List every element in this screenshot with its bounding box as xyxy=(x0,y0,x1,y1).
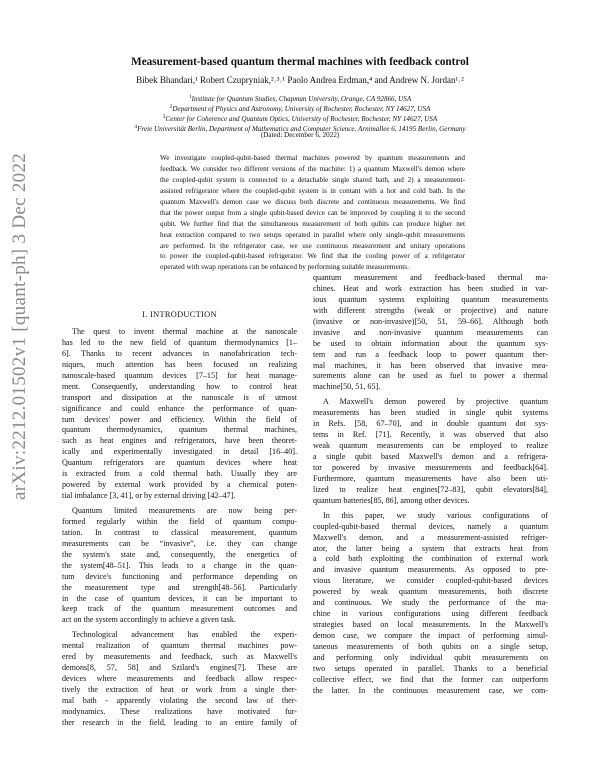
body-line: A Maxwell's demon powered by projective quantum xyxy=(323,397,548,407)
body-line: (invasive or non-invasive)[50, 51, 59–66]. Although both xyxy=(313,316,548,326)
body-line: ther research in the field, leading to an entire family of xyxy=(62,717,297,727)
body-line: ator, the latter being a system that extracts heat from xyxy=(313,543,548,553)
body-line: tively the extraction of heat or work from a single ther- xyxy=(62,685,297,694)
body-line: and invasive quantum measurements. As opposed to pre- xyxy=(313,565,548,575)
body-line: the latter. In the continuous measurement case, we com- xyxy=(313,685,548,695)
paper-title: Measurement-based quantum thermal machines with feedback control xyxy=(131,56,469,68)
body-line: powered by external work provided by a chemical poten- xyxy=(62,480,297,490)
body-line: quantum measurement and feedback-based thermal ma- xyxy=(313,273,548,282)
body-line: tation. In contrast to classical measurement, quantum xyxy=(62,527,297,537)
abstract-line: that the power output from a single qubit-based device can be improved by coupling it to the second xyxy=(160,208,465,217)
body-line: measurements can be “invasive”, i.e. they can change xyxy=(62,538,297,548)
body-line: lized to realize heat engines[72–83], qubit elevators[84], xyxy=(313,484,548,494)
body-line: chine in various configurations using different feedback xyxy=(313,609,548,619)
body-paragraph xyxy=(62,506,297,626)
body-line: niques, much attention has been focused on realizing xyxy=(62,359,297,369)
body-line: the system's state and, consequently, the energetics of xyxy=(62,549,297,559)
body-line: In this paper, we study various configurations of xyxy=(323,510,548,520)
body-line: quantum batteries[85, 86], among other devices. xyxy=(313,495,470,505)
affiliation-number: 1 xyxy=(188,94,192,100)
affiliation-text: Freie Universität Berlin, Department of Mathematics and Computer Science, Arnimallee 6, 14195 Berlin, Germany xyxy=(137,125,466,133)
body-line: devices where measurements and feedback allow respec- xyxy=(62,674,297,684)
body-line: Quantum refrigerators are quantum devices where heat xyxy=(62,458,297,468)
body-line: 6]. Thanks to recent advances in nanofabrication tech- xyxy=(62,348,297,358)
body-line: tem and run a feedback loop to power quantum ther- xyxy=(313,349,548,359)
body-line: The quest to invent thermal machine at the nanoscale xyxy=(72,327,297,336)
affiliation-number: 4 xyxy=(134,124,138,130)
body-line: ious quantum systems exploiting quantum measurements xyxy=(313,294,548,304)
body-paragraph xyxy=(313,511,548,697)
body-line: two setups operated in parallel. Thanks to a beneficial xyxy=(313,663,548,673)
body-line: collective effect, we find that the former can outperform xyxy=(313,674,548,684)
body-paragraph xyxy=(62,630,297,728)
body-line: surements alone can be used as fuel to power a thermal xyxy=(313,371,548,381)
author-list: Bibek Bhandari,¹ Robert Czupryniak,²˒³˒¹ Paolo Andrea Erdman,⁴ and Andrew N. Jordan¹˒² xyxy=(136,75,464,85)
body-line: the system[48–51]. This leads to a change in the quan- xyxy=(62,560,297,570)
body-line: mal machines, it has been observed that invasive mea- xyxy=(313,360,548,370)
body-line: act on the system accordingly to achieve a given task. xyxy=(62,615,236,625)
body-line: a single qubit based Maxwell's demon and a refrigera- xyxy=(313,452,548,461)
body-line: and continuous. We study the performance of the ma- xyxy=(313,598,548,608)
body-line: has led to the new field of quantum thermodynamics [1– xyxy=(62,337,297,347)
abstract-line: quantum Maxwell's demon case we discuss both discrete and continuous measurements. We find xyxy=(160,197,465,206)
abstract-line: the coupled-qubit system is connected to a detachable single shared bath, and 2) a measurement- xyxy=(160,175,465,184)
left-column xyxy=(62,327,297,729)
body-line: nanoscale-based quantum devices [7–15] for heat manage- xyxy=(62,370,297,380)
body-line: mal bath - apparently violating the second law of ther- xyxy=(62,695,297,705)
body-line: ically and experimentally investigated in detail [16–40]. xyxy=(62,447,297,457)
body-line: tial imbalance [3, 41], or by external driving [42–47]. xyxy=(62,491,236,501)
body-line: measurements has been studied in single qubit systems xyxy=(313,408,548,418)
abstract-line: are performed. In the refrigerator case, we use continuous measurement and unitary operations xyxy=(160,241,465,250)
abstract-line: assisted refrigerator where the coupled-qubit system is in contant with a hot and cold bath. In the xyxy=(160,186,465,195)
body-line: taneous measurements of both qubits on a single setup, xyxy=(313,641,548,651)
abstract-line: feedback. We consider two different versions of the machine: 1) a quantum Maxwell's demon where xyxy=(160,164,465,173)
body-line: the measurement type and strength[48–56]. Particularly xyxy=(62,582,297,592)
body-line: coupled-qubit-based thermal devices, namely a quantum xyxy=(313,521,548,531)
body-line: formed regularly within the field of quantum compu- xyxy=(62,516,297,526)
affiliation-number: 3 xyxy=(162,114,166,120)
body-line: with different strengths (weak or projective) and nature xyxy=(313,305,548,315)
body-line: such as heat engines and refrigerators, have been theoret- xyxy=(62,436,297,446)
body-paragraph xyxy=(313,273,548,393)
body-line: be used to obtain information about the quantum sys- xyxy=(313,338,548,348)
body-paragraph xyxy=(313,397,548,506)
body-line: Quantum limited measurements are now being per- xyxy=(72,506,297,515)
body-line: tems in Ref. [71]. Recently, it was observed that also xyxy=(313,430,548,440)
abstract-line: operated with swap operations can be enhanced by performing suitable measurements. xyxy=(160,263,409,272)
dated-line: (Dated: December 6, 2022) xyxy=(260,131,340,139)
affiliation-text: Institute for Quantum Studies, Chapman University, Orange, CA 92866, USA xyxy=(191,95,412,103)
body-line: machine[50, 51, 65]. xyxy=(313,382,381,392)
affiliation-text: Center for Coherence and Quantum Optics, University of Rochester, Rochester, NY 14627, USA xyxy=(165,115,438,123)
body-line: tor powered by invasive measurements and feedback[64]. xyxy=(313,462,548,472)
section-heading-introduction: I. INTRODUCTION xyxy=(142,310,217,319)
abstract xyxy=(160,154,465,274)
abstract-line: We investigate coupled-qubit-based thermal machines powered by quantum measurements and xyxy=(160,154,465,162)
body-line: significance and could enhance the performance of quan- xyxy=(62,403,297,413)
body-line: and performing only individual qubit measurements on xyxy=(313,652,548,662)
affiliation-number: 2 xyxy=(169,104,173,110)
right-column xyxy=(313,273,548,697)
body-line: tum devices' power and efficiency. Within the field of xyxy=(62,414,297,424)
body-line: vious literature, we consider coupled-qubit-based devices xyxy=(313,576,548,586)
body-line: ered by measurements and feedback, such as Maxwell's xyxy=(62,652,297,662)
body-line: Technological advancement has enabled the experi- xyxy=(72,630,297,640)
body-line: transport and dissipation at the nanoscale is of utmost xyxy=(62,392,297,402)
body-line: a cold bath exploiting the combination of external work xyxy=(313,554,548,564)
body-line: strategies based on local measurements. In the Maxwell's xyxy=(313,620,548,630)
body-line: is extracted from a cold thermal bath. Usually they are xyxy=(62,469,297,479)
body-line: powered by weak quantum measurements, both discrete xyxy=(313,587,548,597)
abstract-line: heat extraction compared to two setups operated in parallel where only single-qubit measurements xyxy=(160,230,465,239)
body-line: Maxwell's demon, and a measurement-assisted refriger- xyxy=(313,532,548,542)
body-line: demon case, we compare the impact of performing simul- xyxy=(313,631,548,640)
body-line: quantum thermodynamics, quantum thermal machines, xyxy=(62,425,297,435)
body-line: keep track of the quantum measurement outcomes and xyxy=(62,604,297,614)
body-line: ment. Consequently, understanding how to control heat xyxy=(62,381,297,391)
body-line: mental realization of quantum thermal machines pow- xyxy=(62,641,297,651)
body-line: Furthermore, quantum measurements have also been uti- xyxy=(313,473,548,483)
body-paragraph xyxy=(62,327,297,502)
body-line: chines. Heat and work extraction has been studied in var- xyxy=(313,283,548,293)
abstract-line: to power the coupled-qubit-based refrigerator. We find that the cooling power of a refrigerator xyxy=(160,252,465,261)
body-line: in the case of quantum devices, it can be important to xyxy=(62,593,297,603)
affiliation-text: Department of Physics and Astronomy, University of Rochester, Rochester, NY 14627, USA xyxy=(172,105,431,113)
body-line: tum device's functioning and performance depending on xyxy=(62,571,297,581)
body-line: in Refs. [58, 67–70], and in double quantum dot sys- xyxy=(313,419,548,429)
body-line: modynamics. These realizations have motivated fur- xyxy=(62,706,297,716)
body-line: demons[8, 57, 58] and Szilard's engines[7]. These are xyxy=(62,663,297,673)
body-line: invasive and non-invasive quantum measurements can xyxy=(313,327,548,337)
body-line: weak quantum measurements can be employed to realize xyxy=(313,441,548,451)
abstract-line: qubit. We further find that the simultaneous measurement of both qubits can produce higher net xyxy=(160,219,465,228)
arxiv-identifier-stamp: arXiv:2212.01502v1 [quant-ph] 3 Dec 2022 xyxy=(9,152,30,500)
